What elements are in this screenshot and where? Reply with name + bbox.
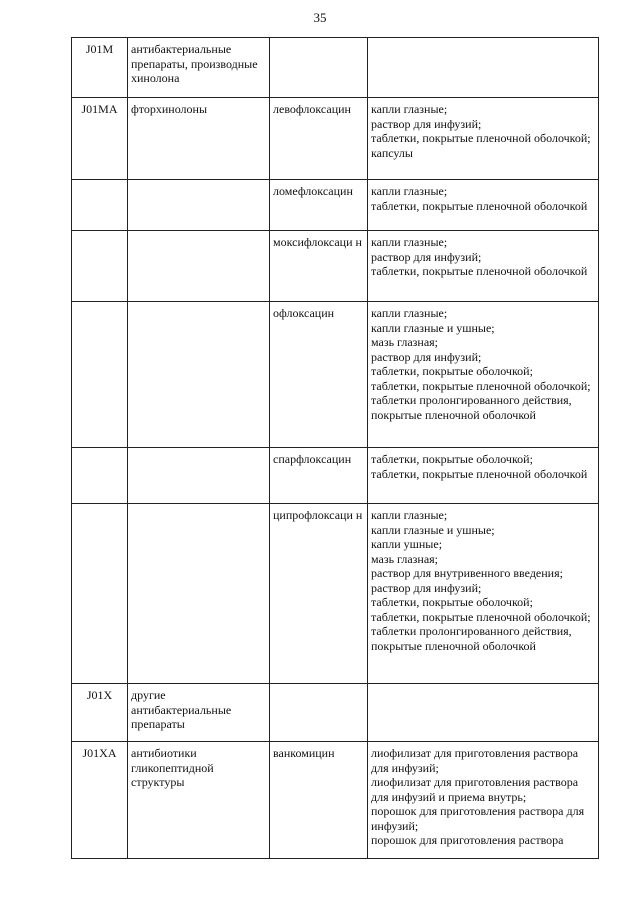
dosage-forms-cell	[368, 98, 599, 180]
table-row	[72, 98, 599, 180]
table-row	[72, 504, 599, 684]
drug-name-cell: левофлоксацин	[270, 98, 368, 180]
dosage-form-item: капли глазные;	[371, 184, 448, 198]
atc-code-cell	[72, 231, 128, 302]
dosage-form-item: порошок для приготовления раствора	[371, 833, 564, 847]
dosage-form-item: таблетки, покрытые оболочкой;	[371, 364, 533, 378]
table-row	[72, 38, 599, 98]
atc-code-cell: J01M	[72, 38, 128, 98]
table-body	[72, 38, 599, 859]
page-number: 35	[313, 10, 327, 25]
dosage-form-item: таблетки, покрытые пленочной оболочкой	[371, 264, 588, 278]
atc-code-cell: J01X	[72, 684, 128, 742]
dosage-form-item: таблетки пролонгированного действия, покрытые пленочной оболочкой	[371, 624, 572, 653]
dosage-form-item: порошок для приготовления раствора для инфузий;	[371, 804, 585, 833]
drug-name-cell: моксифлоксаци н	[270, 231, 368, 302]
atc-code-cell: J01MA	[72, 98, 128, 180]
table-row	[72, 684, 599, 742]
atc-code-cell	[72, 504, 128, 684]
group-name-cell: антибактериальные препараты, производные хинолона	[128, 38, 270, 98]
dosage-form-item: капли глазные;	[371, 102, 448, 116]
drug-name-cell: ципрофлоксаци н	[270, 504, 368, 684]
group-name-cell: фторхинолоны	[128, 98, 270, 180]
dosage-forms-cell	[368, 38, 599, 98]
dosage-form-item: раствор для инфузий;	[371, 349, 482, 364]
dosage-form-item: капли глазные;	[371, 235, 448, 249]
dosage-forms-cell	[368, 742, 599, 859]
dosage-forms-cell	[368, 684, 599, 742]
dosage-forms-cell	[368, 180, 599, 231]
dosage-forms-cell	[368, 448, 599, 504]
dosage-form-item: таблетки, покрытые пленочной оболочкой;	[371, 609, 591, 624]
drug-name-cell: офлоксацин	[270, 302, 368, 448]
drug-name-cell: спарфлоксацин	[270, 448, 368, 504]
dosage-form-item: таблетки, покрытые пленочной оболочкой	[371, 466, 588, 481]
group-name-cell: другие антибактериальные препараты	[128, 684, 270, 742]
atc-code-cell	[72, 302, 128, 448]
group-name-cell	[128, 448, 270, 504]
dosage-form-item: мазь глазная;	[371, 335, 439, 349]
drug-name-cell: ванкомицин	[270, 742, 368, 859]
dosage-form-item: таблетки пролонгированного действия, покрытые пленочной оболочкой	[371, 393, 572, 422]
dosage-forms-cell	[368, 302, 599, 448]
group-name-cell	[128, 504, 270, 684]
table-row	[72, 231, 599, 302]
atc-code-cell	[72, 448, 128, 504]
dosage-form-item: таблетки, покрытые оболочкой;	[371, 452, 533, 466]
dosage-form-item: раствор для инфузий;	[371, 116, 482, 131]
group-name-cell: антибиотики гликопептидной структуры	[128, 742, 270, 859]
dosage-form-item: капли глазные;	[371, 306, 448, 320]
atc-code-cell	[72, 180, 128, 231]
group-name-cell	[128, 180, 270, 231]
dosage-form-item: мазь глазная;	[371, 551, 439, 566]
dosage-form-item: раствор для инфузий;	[371, 249, 482, 264]
dosage-forms-cell	[368, 504, 599, 684]
dosage-form-item: раствор для инфузий;	[371, 580, 482, 595]
table-row	[72, 448, 599, 504]
dosage-form-item: капсулы	[371, 145, 413, 160]
dosage-form-item: таблетки, покрытые оболочкой;	[371, 595, 533, 609]
drug-name-cell	[270, 38, 368, 98]
drug-name-cell: ломефлоксацин	[270, 180, 368, 231]
dosage-forms-cell	[368, 231, 599, 302]
group-name-cell	[128, 231, 270, 302]
drug-classification-table	[71, 37, 599, 859]
dosage-form-item: таблетки, покрытые пленочной оболочкой;	[371, 131, 591, 145]
drug-name-cell	[270, 684, 368, 742]
dosage-form-item: лиофилизат для приготовления раствора для инфузий;	[371, 746, 579, 775]
dosage-form-item: таблетки, покрытые пленочной оболочкой;	[371, 378, 591, 393]
dosage-form-item: таблетки, покрытые пленочной оболочкой	[371, 198, 588, 213]
table-row	[72, 180, 599, 231]
table-row	[72, 302, 599, 448]
dosage-form-item: капли глазные и ушные;	[371, 320, 495, 335]
atc-code-cell: J01XA	[72, 742, 128, 859]
table-row	[72, 742, 599, 859]
dosage-form-item: капли глазные;	[371, 508, 448, 522]
dosage-form-item: капли глазные и ушные;	[371, 522, 495, 537]
dosage-form-item: капли ушные;	[371, 537, 443, 551]
dosage-form-item: лиофилизат для приготовления раствора для инфузий и приема внутрь;	[371, 775, 579, 804]
group-name-cell	[128, 302, 270, 448]
dosage-form-item: раствор для внутривенного введения;	[371, 566, 563, 580]
